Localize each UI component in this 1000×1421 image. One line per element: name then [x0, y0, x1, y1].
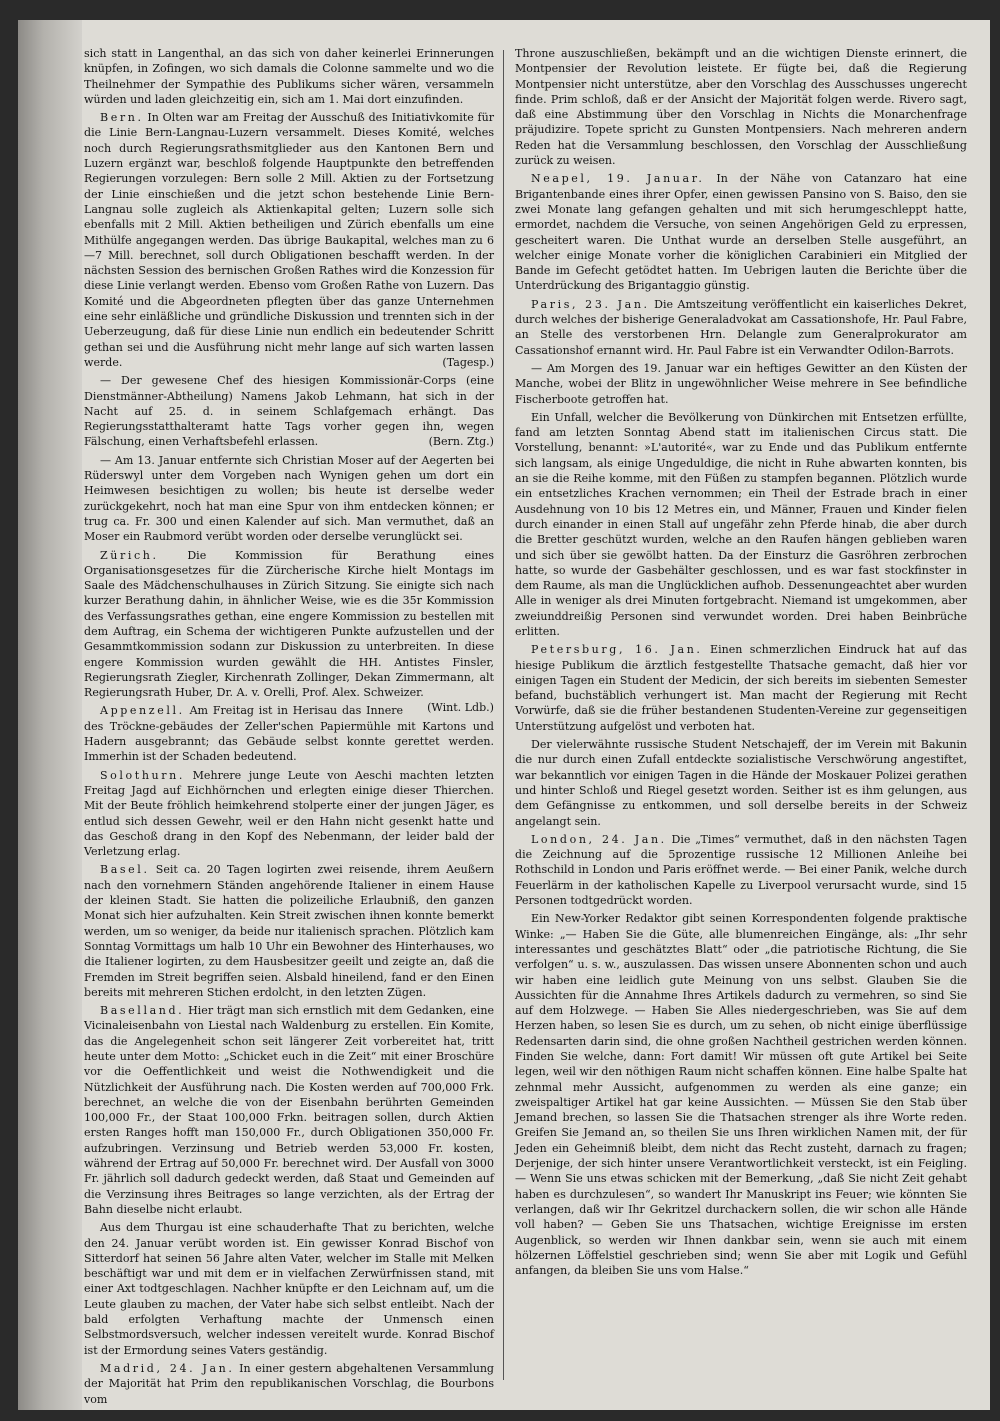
dateline: Solothurn.	[100, 768, 185, 782]
dateline: Basel.	[100, 863, 150, 877]
dateline: Appenzell.	[100, 704, 185, 718]
dateline: Paris, 23. Jan.	[531, 297, 650, 311]
news-text: Am Freitag ist in Herisau das Innere des Tröckne-gebäudes der Zeller'schen Papiermühle mit Kartons und Hadern ausgebrannt; das Gebäude selbst konnte gerettet werden. Immerhin ist der Schaden bedeutend.	[84, 704, 494, 764]
news-item	[84, 1220, 494, 1358]
news-text: Throne auszuschließen, bekämpft und an die wichtigen Dienste erinnert, die Montpensier der Revolution leistete. Er fügte bei, daß die Regierung Montpensier nicht unterstütze, aber den Vorschlag des Ausschusses ungerecht finde. Prim schloß, daß er der Ansicht der Majorität folgen werde. Rivero sagt, daß eine Abstimmung über den Vorschlag in Nichts die Monarchenfrage präjudizire. Topete spricht zu Gunsten Montpensiers. Nach mehreren andern Reden hat die Versammlung beschlossen, den Vorschlag der Ausschließung zurück zu weisen.	[515, 47, 967, 168]
news-item	[515, 361, 967, 407]
source-credit: (Wint. Ldb.)	[427, 701, 494, 715]
page-gutter	[18, 20, 82, 1410]
dateline: Neapel, 19. Januar.	[531, 172, 705, 186]
news-text: In Olten war am Freitag der Ausschuß des Initiativkomite für die Linie Bern-Langnau-Luzern versammelt. Dieses Komité, welches noch durch Regierungsrathsmitglieder aus den Kantonen Bern und Luzern ergänzt war, beschloß folgende Hauptpunkte den betreffenden Regierungen vorzulegen: Bern solle 2 Mill. Aktien zu der Fortsetzung der Linie einschießen und die jetzt schon bestehende Linie Bern-Langnau solle zugleich als Aktienkapital gelten; Luzern solle sich ebenfalls mit 2 Mill. Aktien betheiligen und Zürich ebenfalls um eine Mithülfe angegangen werden. Das übrige Baukapital, welches man zu 6—7 Mill. berechnet, soll durch Obligationen beschafft werden. In der nächsten Session des bernischen Großen Rathes wird die Konzession für diese Linie verlangt werden. Ebenso vom Großen Rathe von Luzern. Das Komité und die Abgeordneten pflegten über das ganze Unternehmen eine sehr einläßliche und gründliche Diskussion und trennten sich in der Ueberzeugung, daß für diese Linie nun endlich ein bedeutender Schritt gethan sei und die Ausführung nicht mehr lange auf sich warten lassen werde.	[84, 111, 494, 369]
source-credit: (Bern. Ztg.)	[428, 435, 494, 449]
news-item	[84, 373, 494, 449]
news-text: Ein New-Yorker Redaktor gibt seinen Korrespondenten folgende praktische Winke: „— Haben Sie die Güte, alle blumenreichen Eingänge, als: „Ihr sehr interessantes und geschätztes Blatt“ oder „die patriotische Richtung, die Sie verfolgen“ u. s. w., auszulassen. Das wissen unsere Abonnenten schon und auch wir haben eine leidlich gute Meinung von uns selbst. Glauben Sie die Aussichten für die Annahme Ihres Artikels dadurch zu vermehren, so sind Sie auf dem Holzwege. — Haben Sie Alles niedergeschrieben, was Sie auf dem Herzen haben, so lesen Sie es durch, um zu sehen, ob nicht einige überflüssige Redensarten darin sind, die ohne großen Nachtheil gestrichen werden können. Finden Sie welche, dann: Fort damit! Wir müssen oft gute Artikel bei Seite legen, weil wir den nöthigen Raum nicht schaffen können. Eine halbe Spalte hat zehnmal mehr Aussicht, aufgenommen zu werden als eine ganze; ein zweispaltiger Artikel hat gar keine Aussichten. — Müssen Sie den Stab über Jemand brechen, so lassen Sie die Thatsachen strenger als ihre Worte reden. Greifen Sie Jemand an, so theilen Sie uns Ihren wirklichen Namen mit, der für Jeden ein Geheimniß bleibt, dem nicht das Recht zusteht, darnach zu fragen; Derjenige, der sich hinter unsere Verantwortlichkeit versteckt, ist ein Feigling. — Wenn Sie uns etwas schicken mit der Bemerkung, „daß Sie nicht Zeit gehabt haben es durchzulesen“, so wandert Ihr Manuskript ins Feuer; wie könnten Sie verlangen, daß wir Ihr Gekritzel durchackern sollen, die wir schon alle Hände voll haben? — Geben Sie uns Thatsachen, wichtige Ereignisse im ersten Augenblick, so werden wir Ihnen dankbar sein, wenn sie auch mit einem hölzernen Löffelstiel geschrieben sind; wenn Sie aber mit Logik und Gefühl anfangen, da bleiben Sie uns vom Halse.“	[515, 912, 967, 1278]
right-column	[515, 46, 967, 1391]
news-item	[84, 1361, 494, 1407]
news-item	[84, 768, 494, 860]
news-item	[84, 1003, 494, 1217]
news-text: sich statt in Langenthal, an das sich von daher keinerlei Erinnerungen knüpfen, in Zofingen, wo sich damals die Colonne sammelte und wo die Theilnehmer der Sympathie des Publikums sicher wären, versammeln würden und laden gleichzeitig ein, sich am 1. Mai dort einzufinden.	[84, 47, 494, 106]
news-text: Hier trägt man sich ernstlich mit dem Gedanken, eine Vicinaleisenbahn von Liestal nach Waldenburg zu erstellen. Ein Komite, das die Angelegenheit schon seit längerer Zeit vorbereitet hat, tritt heute unter dem Motto: „Schicket euch in die Zeit“ mit einer Broschüre vor die Oeffentlichkeit und weist die Nothwendigkeit und die Nützlichkeit der Ausführung nach. Die Kosten werden auf 700,000 Frk. berechnet, an welche die von der Eisenbahn berührten Gemeinden 100,000 Fr., der Staat 100,000 Frkn. beitragen sollen, durch Aktien ersten Ranges hofft man 150,000 Fr., durch Obligationen 350,000 Fr. aufzubringen. Verzinsung und Betrieb werden 53,000 Fr. kosten, während der Ertrag auf 50,000 Fr. berechnet wird. Der Ausfall von 3000 Fr. jährlich soll dadurch gedeckt werden, daß Staat und Gemeinden auf die Verzinsung ihres Beitrages so lange verzichten, als der Ertrag der Bahn dieselbe nicht erlaubt.	[84, 1004, 494, 1216]
news-text: Einen schmerzlichen Eindruck hat auf das hiesige Publikum die ärztlich festgestellte Thatsache gemacht, daß hier vor einigen Tagen ein Student der Medicin, der sich bereits im siebenten Semester befand, buchstäblich verhungert ist. Man macht der Regierung mit Recht Vorwürfe, daß sie die früher bestandenen Studenten-Vereine zur gegenseitigen Unterstützung aufgelöst und verboten hat.	[515, 643, 967, 733]
news-item	[515, 410, 967, 639]
news-text: — Am 13. Januar entfernte sich Christian Moser auf der Aegerten bei Rüderswyl unter dem Vorgeben nach Wynigen gehen um dort ein Heimwesen besichtigen zu wollen; bis heute ist derselbe weder zurückgekehrt, noch hat man eine Spur von ihm entdecken können; er trug ca. Fr. 300 und einen Kalender auf sich. Man vermuthet, daß an Moser ein Raubmord verübt worden oder derselbe verunglückt sei.	[84, 453, 494, 544]
news-item	[515, 832, 967, 908]
dateline: Baselland.	[100, 1004, 185, 1018]
news-text: Seit ca. 20 Tagen logirten zwei reisende, ihrem Aeußern nach den vornehmern Ständen angehörende Italiener in einem Hause der kleinen Stadt. Sie hatten die polizeiliche Erlaubniß, den ganzen Monat sich hier aufzuhalten. Kein Streit zwischen ihnen konnte bemerkt werden, um so weniger, da beide nur italienisch sprachen. Plötzlich kam Sonntag Vormittags um halb 10 Uhr ein Bewohner des Hinterhauses, wo die Italiener logirten, zu dem Hausbesitzer geeilt und zeigte an, daß die Fremden im Streit begriffen seien. Alsbald hineilend, fand er den Einen bereits mit mehreren Stichen erdolcht, in den letzten Zügen.	[84, 863, 495, 999]
dateline: Petersburg, 16. Jan.	[531, 643, 703, 657]
news-text: Die Amtszeitung veröffentlicht ein kaiserliches Dekret, durch welches der bisherige Generaladvokat am Cassationshofe, Hr. Paul Fabre, an Stelle des verstorbenen Hrn. Delangle zum Generalprokurator am Cassationshof ernannt wird. Hr. Paul Fabre ist ein Verwandter Odilon-Barrots.	[515, 297, 968, 357]
dateline: Zürich.	[100, 548, 159, 562]
news-item	[84, 453, 494, 545]
news-item	[515, 642, 967, 734]
dateline: London, 24. Jan.	[531, 832, 667, 846]
dateline: Bern.	[100, 111, 144, 125]
news-text: — Am Morgen des 19. Januar war ein heftiges Gewitter an den Küsten der Manche, wobei der Blitz in ungewöhnlicher Weise mehrere in See befindliche Fischerboote getroffen hat.	[515, 361, 967, 406]
news-text: In einer gestern abgehaltenen Versammlung der Majorität hat Prim den republikanischen Vorschlag, die Bourbons vom	[84, 1361, 495, 1406]
news-text: In der Nähe von Catanzaro hat eine Brigantenbande eines ihrer Opfer, einen gewissen Pansino von S. Baiso, den sie zwei Monate lang gefangen gehalten und mit sich herumgeschleppt hatte, ermordet, nachdem die Versuche, von seinen Angehörigen Geld zu erpressen, gescheitert waren. Die Unthat wurde an derselben Stelle ausgeführt, an welcher einige Monate vorher die königlichen Carabinieri ein Mitglied der Bande im Gefecht getödtet hatten. Im Uebrigen lauten die Berichte über die Unterdrückung des Brigantaggio günstig.	[515, 172, 968, 293]
left-column	[84, 46, 495, 1406]
news-item	[515, 171, 967, 293]
news-text: Mehrere junge Leute von Aeschi machten letzten Freitag Jagd auf Eichhörnchen und erlegten einige dieser Thierchen. Mit der Beute fröhlich heimkehrend stolperte einer der jungen Jäger, es entlud sich dessen Gewehr, weil er den Hahn nicht gesenkt hatte und das Geschoß drang in den Kopf des Nebenmann, der leider bald der Verletzung erlag.	[84, 768, 494, 859]
news-item	[515, 737, 967, 829]
newspaper-page	[18, 20, 990, 1410]
column-divider	[503, 50, 504, 1380]
source-credit: (Tagesp.)	[442, 355, 494, 369]
news-text: Der vielerwähnte russische Student Netschajeff, der im Verein mit Bakunin die nur durch einen Zufall entdeckte sozialistische Verschwörung angestiftet, war bekanntlich vor einigen Tagen in die Hände der Moskauer Polizei gerathen und hinter Schloß und Riegel gesetzt worden. Seither ist es ihm gelungen, aus dem Gefängnisse zu entkommen, und soll derselbe bereits in der Schweiz angelangt sein.	[515, 738, 967, 828]
news-text: Ein Unfall, welcher die Bevölkerung von Dünkirchen mit Entsetzen erfüllte, fand am letzten Sonntag Abend statt im italienischen Circus statt. Die Vorstellung, benannt: »L'autorité«, war zu Ende und das Publikum entfernte sich langsam, als einige Ungeduldige, die nicht in Ruhe abwarten konnten, bis an sie die Reihe komme, mit den Füßen zu stampfen begannen. Plötzlich wurde ein entsetzliches Krachen vernommen; ein Theil der Estrade brach in einer Ausdehnung von 10 bis 12 Metres ein, und Männer, Frauen und Kinder fielen durch einander in einen Stall auf ungefähr zehn Pferde hinab, die aber durch die Bretter geschützt wurden, welche an den Raufen hängen geblieben waren und sich über sie gewölbt hatten. Da der Einsturz die Gasröhren zerbrochen hatte, so wurde der Gasbehälter geschlossen, und es war fast stockfinster in dem Raume, als man die Unglücklichen aufhob. Dessenungeachtet aber wurden Alle in weniger als drei Minuten fortgebracht. Niemand ist umgekommen, aber zweiunddreißig Personen sind verwundet worden. Drei haben Beinbrüche erlitten.	[515, 410, 967, 638]
news-item	[84, 110, 494, 370]
news-text: Die „Times“ vermuthet, daß in den nächsten Tagen die Zeichnung auf die 5prozentige russische 12 Millionen Anleihe bei Rothschild in London und Paris eröffnet werde. — Bei einer Panik, welche durch Feuerlärm in der katholischen Kapelle zu Liverpool verursacht wurde, sind 15 Personen todtgedrückt worden.	[515, 832, 968, 908]
news-text: Aus dem Thurgau ist eine schauderhafte That zu berichten, welche den 24. Januar verübt worden ist. Ein gewisser Konrad Bischof von Sitterdorf hat seinen 56 Jahre alten Vater, welcher im Stalle mit Melken beschäftigt war und mit dem er in vielfachen Zerwürfnissen stand, mit einer Axt todtgeschlagen. Nachher knüpfte er den Leichnam auf, um die Leute glauben zu machen, der Vater habe sich selbst entleibt. Nach der bald erfolgten Verhaftung machte der Unmensch einen Selbstmordsversuch, welcher indessen vereitelt wurde. Konrad Bischof ist der Ermordung seines Vaters geständig.	[84, 1221, 494, 1357]
news-text: Die Kommission für Berathung eines Organisationsgesetzes für die Zürcherische Kirche hielt Montags im Saale des Mädchenschulhauses in Zürich Sitzung. Sie einigte sich nach kurzer Berathung dahin, in ähnlicher Weise, wie es die 35r Kommission des Verfassungsrathes gethan, eine engere Kommission zu bestellen mit dem Auftrag, ein Schema der wichtigeren Punkte aufzustellen und der Gesammtkommission sodann zur Diskussion zu unterbreiten. In diese engere Kommission wurden gewählt die HH. Antistes Finsler, Regierungsrath Ziegler, Kirchenrath Zollinger, Dekan Zimmermann, alt Regierungsrath Huber, Dr. A. v. Orelli, Prof. Alex. Schweizer.	[84, 548, 495, 700]
news-item	[515, 297, 967, 358]
news-item	[515, 46, 967, 168]
news-item	[515, 911, 967, 1278]
dateline: Madrid, 24. Jan.	[100, 1361, 235, 1375]
news-item	[84, 862, 494, 1000]
news-text: — Der gewesene Chef des hiesigen Kommissionär-Corps (eine Dienstmänner-Abtheilung) Namens Jakob Lehmann, hat sich in der Nacht auf 25. d. in seinem Schlafgemach erhängt. Das Regierungsstatthalteramt hatte Tags vorher gegen ihn, wegen Fälschung, einen Verhaftsbefehl erlassen.	[84, 374, 494, 449]
news-item	[84, 46, 494, 107]
